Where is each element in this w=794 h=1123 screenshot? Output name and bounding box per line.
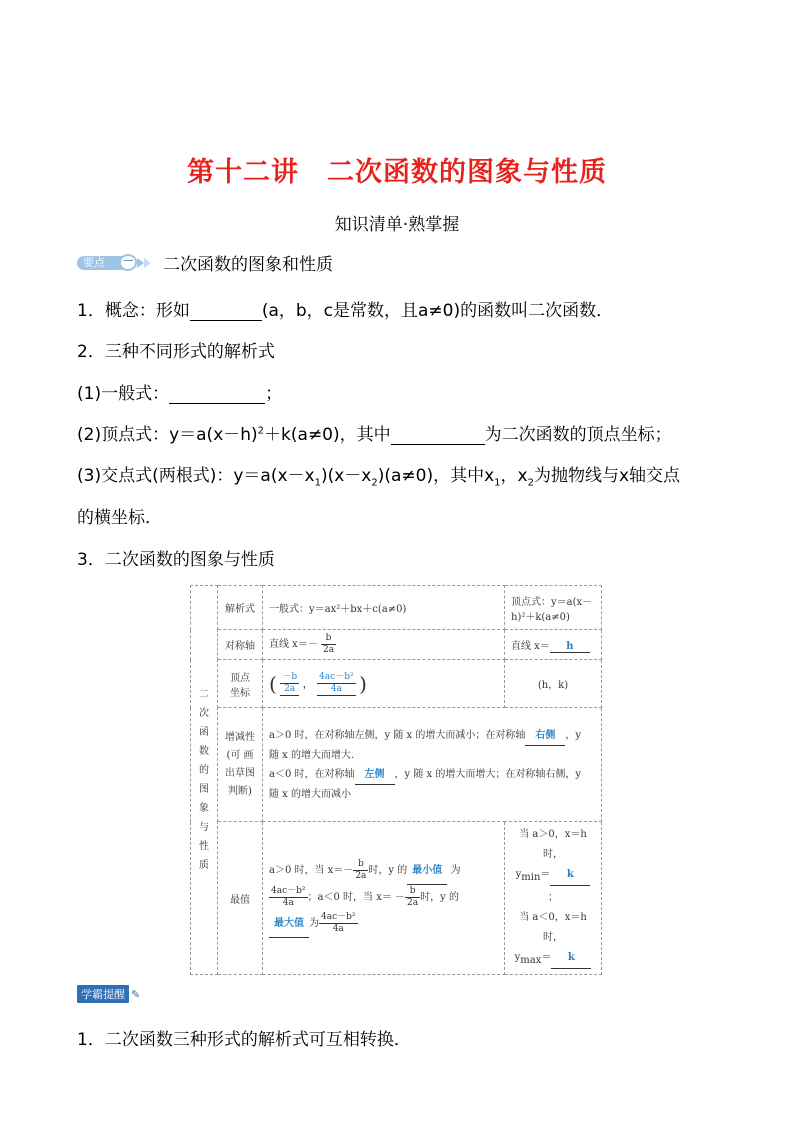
- subscript: 2: [371, 477, 378, 489]
- badge-number: 一: [119, 254, 137, 271]
- axis-cell-general: 直线 x＝－ $\frac{b}{2a}$: [263, 630, 505, 660]
- filled-answer: 左侧: [355, 765, 395, 785]
- text: 为二次函数的顶点坐标；: [484, 425, 672, 445]
- intercept-form-line-cont: 的横坐标．: [77, 508, 162, 528]
- intercept-form-line: [77, 461, 680, 488]
- vertex-cell-general: ( $\frac{-b}{2a}$ ， $\frac{\text{4ac－b²}}{4a}$ ): [263, 660, 505, 708]
- fraction: $\frac{-b}{2a}$: [282, 671, 298, 694]
- table-row: [191, 586, 602, 630]
- row-header: 解析式: [218, 586, 263, 630]
- pen-icon: ✎: [131, 987, 141, 1001]
- subscript: 2: [527, 477, 534, 489]
- vertex-form-cell: 顶点式：y＝a(x－h)²＋k(a≠0): [505, 586, 602, 630]
- filled-answer: k: [550, 865, 590, 886]
- graph-properties-heading: 3．二次函数的图象与性质: [77, 550, 275, 570]
- text: 1．概念：形如: [77, 301, 190, 321]
- text: (2)顶点式：y＝a(x－h): [77, 425, 258, 445]
- filled-answer: 最小值: [407, 858, 447, 885]
- filled-answer: h: [550, 641, 590, 653]
- row-header: 顶点 坐标: [218, 660, 263, 708]
- forms-heading: 2．三种不同形式的解析式: [77, 342, 275, 362]
- row-header: 最值: [218, 822, 263, 975]
- fraction: $\frac{b}{2a}$: [323, 633, 335, 655]
- row-header: 对称轴: [218, 630, 263, 660]
- badge-label: 要点: [77, 256, 127, 270]
- axis-cell-vertex: 直线 x＝ h: [505, 630, 602, 660]
- fraction: $\frac{\text{4ac－b²}}{4a}$: [321, 912, 356, 934]
- key-point-badge: [77, 254, 145, 271]
- answer-blank[interactable]: [190, 302, 262, 321]
- text: (a，b，c是常数，且a≠0)的函数叫二次函数．: [261, 301, 614, 321]
- extremum-cell-general: a＞0 时，当 x＝－ $\frac{b}{2a}$ 时，y 的 最小值 为 $\frac{\text{4ac－b²}}{4a}$ ；a＜0 时，当 x＝ － $\frac{b}{2a}$ 时，y 的最大值 为 $\frac{\text{4ac－b²}}{4a}$: [263, 822, 505, 975]
- filled-answer: k: [551, 948, 591, 969]
- fraction: $\frac{b}{2a}$: [355, 859, 367, 881]
- filled-answer: 最大值: [269, 911, 309, 938]
- study-tip-badge: [77, 985, 140, 1003]
- table-row: [191, 660, 602, 708]
- page-subtitle: 知识清单·熟掌握: [334, 215, 460, 235]
- text: (1)一般式：: [77, 384, 170, 404]
- fraction: $\frac{b}{2a}$: [407, 886, 419, 908]
- side-label: 二 次 函 数 的 图 象 与 性 质: [191, 586, 218, 975]
- fraction: $\frac{\text{4ac－b²}}{4a}$: [319, 671, 354, 694]
- filled-answer: 右侧: [525, 726, 565, 746]
- answer-blank[interactable]: [391, 426, 485, 445]
- answer-blank[interactable]: [169, 385, 265, 404]
- tip-label: 学霸提醒: [77, 985, 129, 1003]
- properties-table: [190, 585, 602, 975]
- text: ；: [265, 384, 283, 404]
- fraction: $\frac{\text{4ac－b²}}{4a}$: [271, 886, 306, 908]
- text: ＋k(a≠0)，其中: [264, 425, 391, 445]
- arrow-icon-light: [144, 258, 151, 268]
- general-form-line: [77, 379, 282, 404]
- section-heading: 二次函数的图象和性质: [163, 255, 333, 275]
- table-row: [191, 822, 602, 975]
- general-form-cell: 一般式：y＝ax²＋bx＋c(a≠0): [263, 586, 505, 630]
- subscript: 1: [314, 477, 321, 489]
- extremum-cell-vertex: 当 a＞0，x＝h 时， $y_{min}= k$； 当 a＜0，x＝h 时， $y_{max}= k$: [505, 822, 602, 975]
- table-row: [191, 708, 602, 822]
- monotonicity-cell: a＞0 时，在对称轴左侧，y 随 x 的增大而减小；在对称轴 右侧 ，y 随 x 的增大而增大. a＜0 时，在对称轴 左侧 ，y 随 x 的增大而增大；在对称轴右侧，y 随 x 的增大而减小: [263, 708, 602, 822]
- text: (3)交点式(两根式)：y＝a(x－x: [77, 466, 315, 486]
- text: ，x: [500, 466, 528, 486]
- text: )(x－x: [320, 466, 372, 486]
- page-title: 第十二讲 二次函数的图象与性质: [187, 157, 607, 188]
- vertex-form-line: [77, 420, 672, 445]
- superscript: 2: [257, 425, 265, 437]
- arrow-icon: [137, 258, 144, 268]
- vertex-cell-vertex: (h，k): [505, 660, 602, 708]
- text: 为抛物线与x轴交点: [533, 466, 681, 486]
- tip-note: 1．二次函数三种形式的解析式可互相转换．: [77, 1030, 411, 1050]
- table-row: [191, 630, 602, 660]
- concept-line: [77, 296, 613, 321]
- section-header: [77, 250, 333, 275]
- row-header: 增减性 (可 画 出草图 判断): [218, 708, 263, 822]
- text: )(a≠0)，其中x: [377, 466, 495, 486]
- subscript: 1: [494, 477, 501, 489]
